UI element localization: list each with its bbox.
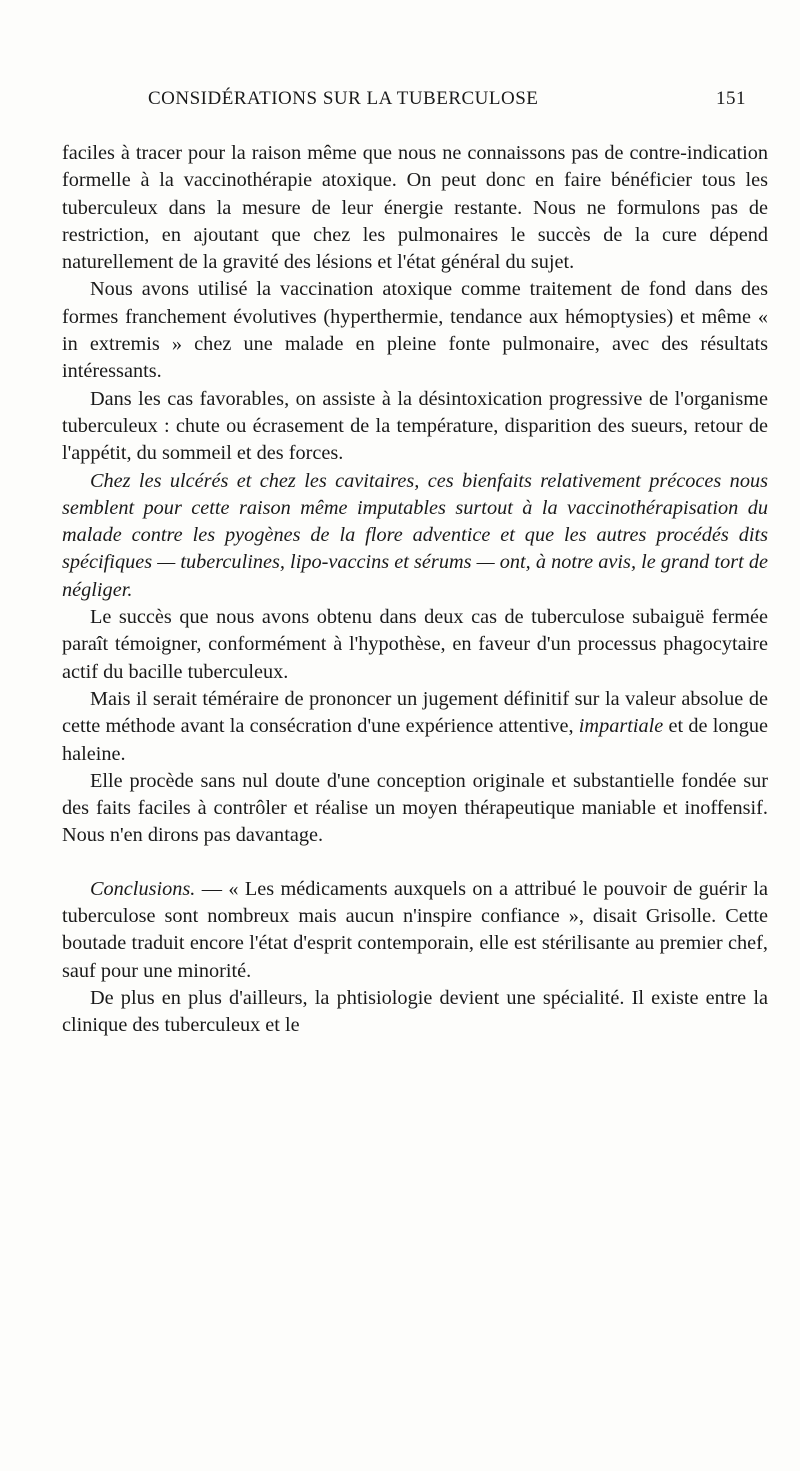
- running-header: [148, 88, 746, 114]
- paragraph: De plus en plus d'ailleurs, la phtisiologie devient une spécialité. Il existe entre la clinique des tuberculeux et le: [62, 986, 768, 1037]
- paragraph-conclusions: [62, 876, 768, 985]
- body-text: [62, 140, 768, 1040]
- running-title: CONSIDÉRATIONS SUR LA TUBERCULOSE: [148, 88, 539, 109]
- paragraph: Mais il serait téméraire de prononcer un jugement définitif sur la valeur absolue de cette méthode avant la consécration d'une expérience attentive, impartiale et de longue haleine.: [62, 687, 768, 765]
- italic-text: Chez les ulcérés et chez les cavitaires, ces bienfaits relativement précoces nous semblent pour cette raison même imputables surtout à la vaccinothérapisation du malade contre les pyogènes de la flore adventice et que les autres procédés dits spécifiques — tuberculines, lipo-vaccins et sérums — ont, à notre avis, le grand tort de négliger.: [62, 469, 768, 601]
- paragraph-italic: [62, 468, 768, 604]
- paragraph: Elle procède sans nul doute d'une conception originale et substantielle fondée sur des faits faciles à contrôler et réalise un moyen thérapeutique maniable et inoffensif. Nous n'en dirons pas davantage.: [62, 769, 768, 847]
- section-lead: Conclusions.: [90, 877, 196, 900]
- paragraph: faciles à tracer pour la raison même que nous ne connaissons pas de contre-indication formelle à la vaccinothérapie atoxique. On peut donc en faire bénéficier tous les tuberculeux dans la mesure de leur énergie restante. Nous ne formulons pas de restriction, en ajoutant que chez les pulmonaires le succès de la cure dépend naturellement de la gravité des lésions et l'état général du sujet.: [62, 142, 768, 274]
- page-number: 151: [716, 88, 746, 109]
- paragraph: Nous avons utilisé la vaccination atoxique comme traitement de fond dans des formes franchement évolutives (hyperthermie, tendance aux hémoptysies) et même « in extremis » chez une malade en pleine fonte pulmonaire, avec des résultats intéressants.: [62, 278, 768, 383]
- paragraph: Dans les cas favorables, on assiste à la désintoxication progressive de l'organisme tuberculeux : chute ou écrasement de la température, disparition des sueurs, retour de l'appétit, du sommeil et des forces.: [62, 387, 768, 465]
- italic-word: impartiale: [578, 715, 664, 738]
- paragraph: Le succès que nous avons obtenu dans deux cas de tuberculose subaiguë fermée paraît témoigner, conformément à l'hypothèse, en faveur d'un processus phagocytaire actif du bacille tuberculeux.: [62, 606, 768, 683]
- paragraph-body: — « Les médicaments auxquels on a attribué le pouvoir de guérir la tuberculose sont nombreux mais aucun n'inspire confiance », disait Grisolle. Cette boutade traduit encore l'état d'esprit contemporain, elle est stérilisante au premier chef, sauf pour une minorité.: [62, 877, 768, 982]
